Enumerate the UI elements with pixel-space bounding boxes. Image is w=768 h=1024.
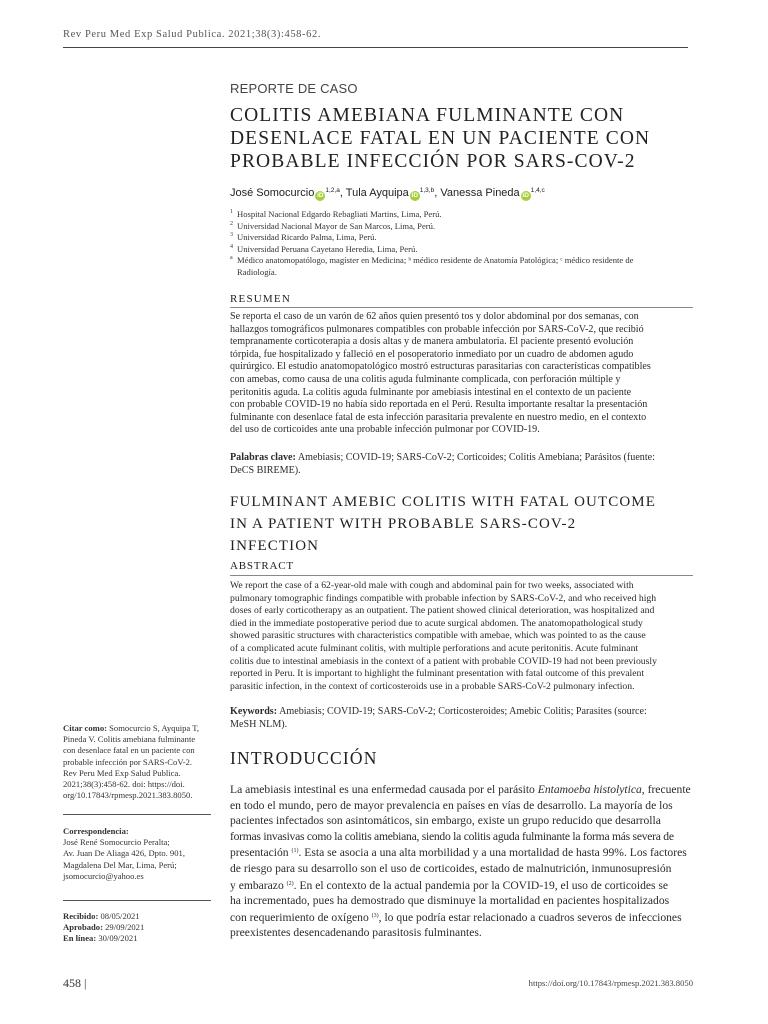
affiliation-text: Universidad Ricardo Palma, Lima, Perú. — [237, 232, 377, 243]
affiliation-number: 4 — [230, 243, 233, 250]
keywords-label: Keywords: — [230, 706, 278, 717]
affiliation-text: Hospital Nacional Edgardo Rebagliati Martins, Lima, Perú. — [237, 209, 442, 219]
affiliation-item — [230, 244, 693, 256]
date-value: 29/09/2021 — [102, 922, 145, 933]
orcid-icon[interactable]: iD — [317, 192, 324, 199]
article-type-label: REPORTE DE CASO — [230, 81, 358, 96]
date-value: 30/09/2021 — [96, 933, 138, 944]
sidebar-divider — [63, 814, 211, 815]
correspondence-line: Av. Juan De Aliaga 426, Dpto. 901, — [63, 848, 185, 859]
affiliations — [230, 209, 693, 279]
correspondence-box — [63, 826, 213, 882]
keywords-values: DeCS BIREME). — [230, 464, 301, 476]
abstract-line: parasitic infection, in the context of corticosteroids use in a probable SARS-CoV-2 pulmonary infection. — [230, 680, 635, 692]
resumen-line: peritonitis aguda. La colitis aguda fulminante por amebiasis intestinal en el contexto de un paciente — [230, 386, 632, 398]
reference-marker[interactable]: (1) — [291, 848, 299, 855]
keywords-values: Amebiasis; COVID-19; SARS-CoV-2; Corticosteroides; Amebic Colitis; Parasites (source: — [277, 706, 647, 717]
affiliation-number: a — [230, 255, 233, 262]
affiliation-number: 1 — [230, 209, 233, 215]
intro-line: pacientes infectados son asintomáticos, sin embargo, existe un grupo reducido que desarrolla — [230, 814, 661, 828]
resumen-line: con amebas, como causa de una colitis aguda fulminante complicada, con perforación múltiple y — [230, 373, 621, 385]
resumen-line: Se reporta el caso de un varón de 62 años quien presentó tos y dolor abdominal por dos semanas, con — [230, 311, 639, 322]
keywords — [230, 706, 693, 731]
orcid-icon[interactable]: iD — [522, 192, 529, 199]
cite-text: probable infección por SARS-CoV-2. — [63, 756, 193, 767]
resumen-line: quirúrgico. El estudio anatomopatológico mostró estructuras parasitarias con características compatibles — [230, 361, 651, 373]
correspondence-line: Magdalena Del Mar, Lima, Perú; — [63, 859, 177, 870]
citation-box — [63, 723, 213, 801]
affiliation-item — [230, 255, 693, 267]
cite-text: Rev Peru Med Exp Salud Publica. — [63, 767, 181, 778]
affiliation-text: Médico anatomopatólogo, magíster en Medicina; ᵇ médico residente de Anatomía Patológica; ᶜ médico residente de — [237, 255, 634, 266]
author-affiliation-marks: 1,4,c — [530, 187, 545, 194]
resumen-text — [230, 311, 693, 437]
article-title-line: COLITIS AMEBIANA FULMINANTE CON — [230, 105, 625, 126]
english-title — [230, 491, 700, 557]
resumen-heading: RESUMEN — [230, 293, 291, 305]
author-name: José Somocurcio — [230, 187, 315, 199]
reference-marker[interactable]: (2) — [286, 880, 294, 887]
resumen-line: fulminante con desenlace fatal de esta infección parasitaria prevalente en nuestro medio, en el contexto — [230, 411, 647, 423]
abstract-line: of a complicated acute fulminant colitis, with multiple perforations and acute peritonitis. Acute fulminant — [230, 642, 639, 654]
cite-text[interactable]: org/10.17843/rpmesp.2021.383.8050. — [63, 790, 193, 801]
intro-text: . Esta se asocia a una alta morbilidad y a una mortalidad de hasta 99%. Los factores — [298, 846, 687, 860]
resumen-line: con probable COVID-19 no había sido reportada en el Perú. Resulta importante resaltar la presentación — [230, 399, 648, 411]
affiliation-item — [230, 209, 693, 221]
intro-line: en todo el mundo, pero de mayor prevalencia en países en vías de desarrollo. La mayoría de los — [230, 798, 673, 812]
intro-text: presentación — [230, 846, 292, 860]
page-number: 458 | — [63, 976, 87, 990]
dates-box — [63, 911, 213, 945]
sidebar-divider — [63, 900, 211, 901]
introduction-paragraph — [230, 782, 693, 941]
abstract-text — [230, 580, 693, 693]
english-title-line: IN A PATIENT WITH PROBABLE SARS-COV-2 — [230, 516, 577, 532]
resumen-line: del uso de corticoides ante una probable infección pulmonar por COVID-19. — [230, 424, 540, 436]
date-label: Aprobado: — [63, 922, 103, 933]
correspondence-line: José René Somocurcio Peralta; — [63, 837, 170, 848]
resumen-rule — [230, 307, 693, 308]
resumen-line: tórpida, fue hospitalizado y falleció en el posoperatorio inmediato por un cuadro de abdomen agudo — [230, 348, 634, 360]
date-label: En línea: — [63, 933, 97, 944]
resumen-line: tempranamente corticoterapia a dosis altas y de manera ambulatoria. El paciente presentó evolución — [230, 336, 634, 348]
article-title-line: PROBABLE INFECCIÓN POR SARS-COV-2 — [230, 151, 636, 172]
intro-text: , frecuente — [641, 783, 691, 796]
article-title-line: DESENLACE FATAL EN UN PACIENTE CON — [230, 128, 651, 149]
cite-text: Pineda V. Colitis amebiana fulminante — [63, 734, 196, 745]
author-name: Tula Ayquipa — [345, 187, 409, 199]
intro-line: de riesgo para su desarrollo son el uso de corticoides, estado de malnutrición, inmunosupresión — [230, 861, 672, 875]
correspondence-email[interactable]: jsomocurcio@yahoo.es — [63, 870, 144, 881]
species-name: Entamoeba histolytica — [537, 783, 642, 796]
article-title — [230, 104, 700, 173]
keywords-values: Amebiasis; COVID-19; SARS-CoV-2; Corticoides; Colitis Amebiana; Parásitos (fuente: — [295, 452, 655, 463]
journal-citation-header: Rev Peru Med Exp Salud Publica. 2021;38(3):458-62. — [63, 29, 322, 40]
affiliation-number: 3 — [230, 232, 233, 239]
header-divider — [63, 47, 688, 48]
intro-text: y embarazo — [230, 878, 287, 892]
intro-line: preexistentes desencadenando parasitosis fulminantes. — [230, 926, 482, 940]
cite-text: Somocurcio S, Ayquipa T, — [107, 723, 199, 733]
palabras-clave — [230, 452, 693, 477]
reference-marker[interactable]: (3) — [371, 912, 379, 919]
abstract-line: died in the immediate postoperative period due to acute surgical abdomen. The anatomopathological study — [230, 617, 643, 629]
affiliation-text: Universidad Peruana Cayetano Heredia, Lima, Perú. — [237, 243, 418, 254]
author-list — [230, 187, 545, 201]
affiliation-continuation: Radiología. — [237, 266, 277, 277]
keywords-label: Palabras clave: — [230, 452, 296, 463]
intro-line: ha incrementado, pues ha demostrado que disminuye la mortalidad en pacientes hospitalizados — [230, 894, 670, 908]
english-title-line: INFECTION — [230, 538, 320, 554]
affiliation-item — [230, 232, 693, 244]
affiliation-number: 2 — [230, 220, 233, 227]
author-separator: , — [339, 187, 346, 199]
date-label: Recibido: — [63, 911, 99, 921]
affiliation-item — [230, 221, 693, 233]
correspondence-label: Correspondencia: — [63, 826, 129, 836]
abstract-rule — [230, 575, 693, 576]
keywords-values: MeSH NLM). — [230, 718, 288, 730]
cite-text[interactable]: 2021;38(3):458-62. doi: https://doi. — [63, 779, 185, 790]
intro-text: , lo que podría estar relacionado a cuadros severos de infecciones — [378, 910, 682, 924]
abstract-line: pulmonary tomographic findings compatible with probable infection by SARS-CoV-2, and who received high — [230, 592, 657, 604]
introduction-heading: INTRODUCCIÓN — [230, 748, 378, 768]
abstract-line: showed parasitic structures with characteristics compatible with amebae, which was pointed to as the cause — [230, 630, 646, 642]
intro-line: formas invasivas como la colitis amebiana, siendo la colitis aguda fulminante la forma más severa de — [230, 829, 674, 843]
abstract-line: doses of early corticotherapy as an outpatient. The patient showed clinical deterioration, was hospitalized and — [230, 605, 655, 617]
cite-label: Citar como: — [63, 723, 107, 733]
abstract-line: reported in Peru. It is important to highlight the fulminant presentation with fatal outcome of this prevalent — [230, 668, 645, 680]
date-value: 08/05/2021 — [98, 911, 140, 921]
author-affiliation-marks: 1,2,a — [325, 187, 340, 194]
author-affiliation-marks: 1,3,b — [419, 187, 435, 194]
intro-text: La amebiasis intestinal es una enfermedad causada por el parásito — [230, 783, 538, 796]
affiliation-text: Universidad Nacional Mayor de San Marcos, Lima, Perú. — [237, 220, 436, 231]
abstract-heading: ABSTRACT — [230, 560, 294, 572]
english-title-line: FULMINANT AMEBIC COLITIS WITH FATAL OUTCOME — [230, 494, 656, 510]
author-name: Vanessa Pineda — [440, 187, 520, 199]
footer-doi-link[interactable]: https://doi.org/10.17843/rpmesp.2021.383.8050 — [528, 978, 693, 988]
orcid-icon[interactable]: iD — [411, 192, 419, 199]
abstract-line: We report the case of a 62-year-old male with cough and abdominal pain for two weeks, associated with — [230, 580, 634, 591]
author-separator: , — [434, 187, 441, 199]
resumen-line: hallazgos tomográficos pulmonares compatibles con probable infección por SARS-CoV-2, que recibió — [230, 323, 644, 335]
intro-text: . En el contexto de la actual pandemia por la COVID-19, el uso de corticoides se — [293, 878, 669, 892]
abstract-line: colitis due to intestinal amebiasis in the context of a patient with probable COVID-19 had not been previously — [230, 655, 657, 667]
intro-text: con requerimiento de oxígeno — [230, 910, 372, 924]
cite-text: con desenlace fatal en un paciente con — [63, 745, 195, 756]
